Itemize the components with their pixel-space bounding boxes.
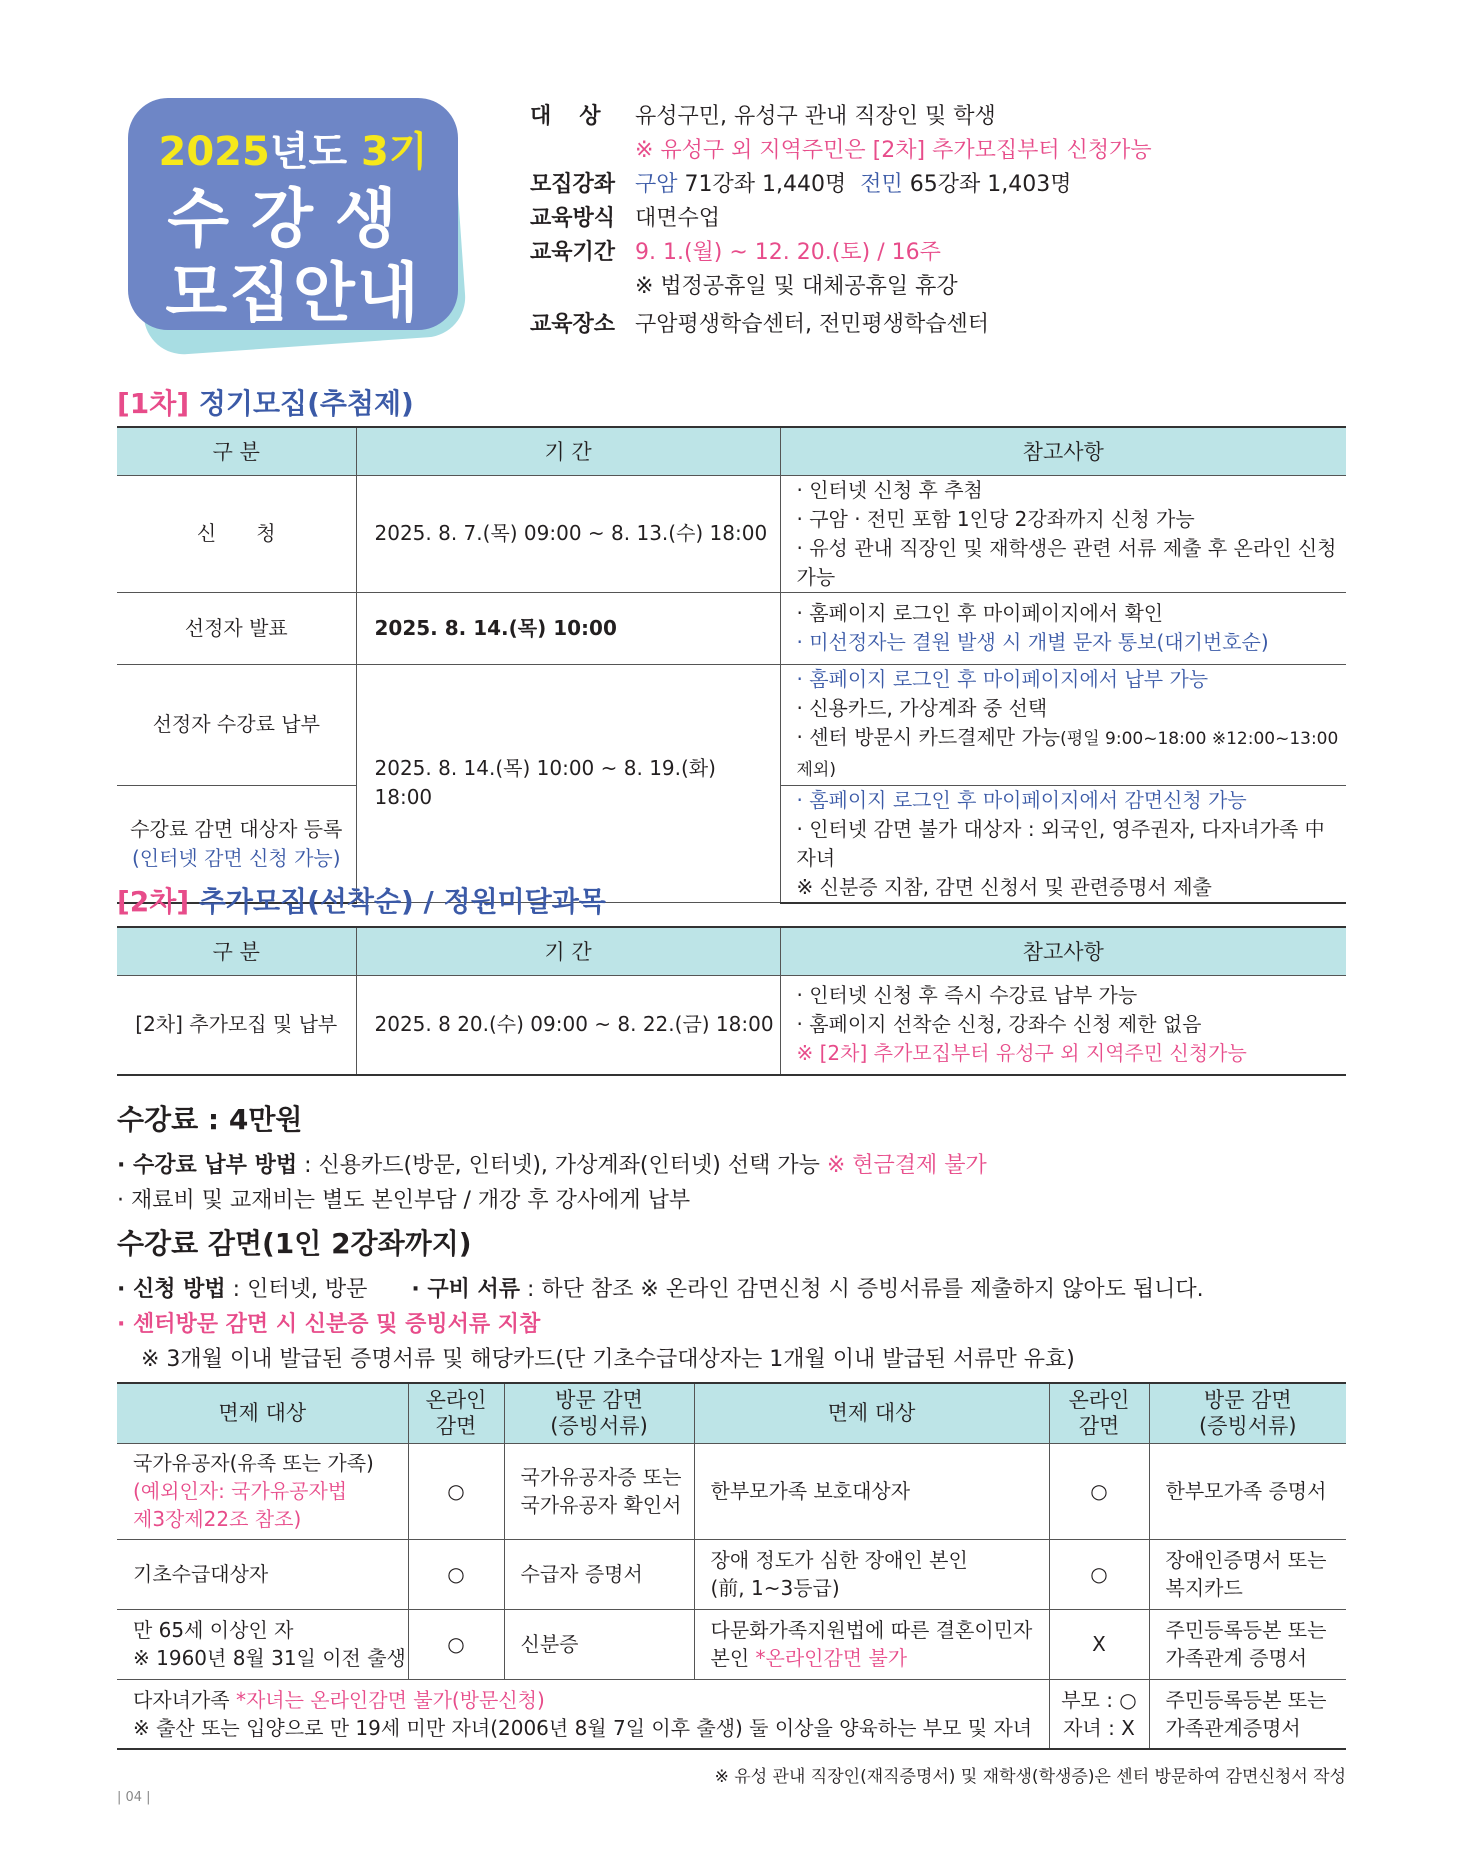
table-row: 신 청 2025. 8. 7.(목) 09:00 ~ 8. 13.(수) 18:00 · 인터넷 신청 후 추첨 · 구암 · 전민 포함 1인당 2강좌까지 신청 가능 · 유성 관내 직장인 및 재학생은 관련 서류 제출 후 온라인 신청 가능 bbox=[117, 475, 1346, 592]
title-badge bbox=[128, 98, 458, 330]
method-label: 교육방식 bbox=[530, 206, 616, 231]
target-note: ※ 유성구 외 지역주민은 [2차] 추가모집부터 신청가능 bbox=[635, 138, 1152, 163]
footnote: ※ 유성 관내 직장인(재직증명서) 및 재학생(학생증)은 센터 방문하여 감면신청서 작성 bbox=[714, 1767, 1346, 1787]
badge-line1: 수강생 bbox=[167, 183, 419, 257]
badge-year: 2025년도 3기 bbox=[158, 129, 428, 175]
section2-table: 구 분 기 간 참고사항 [2차] 추가모집 및 납부 2025. 8 20.(수) 09:00 ~ 8. 22.(금) 18:00 · 인터넷 신청 후 즉시 수강료 납부 가능 · 홈페이지 선착순 신청, 강좌수 신청 제한 없음 ※ [2차] 추가모집부터 유성구 외 지역주민 신청가능 bbox=[117, 926, 1346, 1076]
place-value: 구암평생학습센터, 전민평생학습센터 bbox=[635, 312, 990, 337]
fee-section: 수강료 : 4만원 · 수강료 납부 방법 : 신용카드(방문, 인터넷), 가상계좌(인터넷) 선택 가능 ※ 현금결제 불가 · 재료비 및 교재비는 별도 본인부담 / 개강 후 강사에게 납부 bbox=[117, 1098, 1357, 1218]
table-row: 수강료 감면 대상자 등록 (인터넷 감면 신청 가능) · 홈페이지 로그인 후 마이페이지에서 감면신청 가능 · 인터넷 감면 불가 대상자 : 외국인, 영주권자, 다자녀가족 中 자녀 ※ 신분증 지참, 감면 신청서 및 관련증명서 제출 bbox=[117, 785, 1346, 903]
discount-title: 수강료 감면(1인 2강좌까지) bbox=[117, 1227, 472, 1260]
courses-label: 모집강좌 bbox=[530, 172, 616, 197]
table-row: [2차] 추가모집 및 납부 2025. 8 20.(수) 09:00 ~ 8. 22.(금) 18:00 · 인터넷 신청 후 즉시 수강료 납부 가능 · 홈페이지 선착순 신청, 강좌수 신청 제한 없음 ※ [2차] 추가모집부터 유성구 외 지역주민 신청가능 bbox=[117, 975, 1346, 1075]
table-row: 다자녀가족 *자녀는 온라인감면 불가(방문신청) ※ 출산 또는 입양으로 만 19세 미만 자녀(2006년 8월 7일 이후 출생) 둘 이상을 양육하는 부모 및 자녀 부모 : ○ 자녀 : X 주민등록등본 또는 가족관계증명서 bbox=[117, 1679, 1346, 1749]
period-label: 교육기간 bbox=[530, 240, 616, 265]
target-value: 유성구민, 유성구 관내 직장인 및 학생 bbox=[635, 104, 996, 129]
table-row: 국가유공자(유족 또는 가족) (예외인자: 국가유공자법 제3장제22조 참조) ○ 국가유공자증 또는 국가유공자 확인서 한부모가족 보호대상자 ○ 한부모가족 증명서 bbox=[117, 1443, 1346, 1539]
table-row: 선정자 발표 2025. 8. 14.(목) 10:00 · 홈페이지 로그인 후 마이페이지에서 확인 · 미선정자는 결원 발생 시 개별 문자 통보(대기번호순) bbox=[117, 592, 1346, 664]
page-number: | 04 | bbox=[117, 1790, 151, 1805]
table-row: 선정자 수강료 납부 2025. 8. 14.(목) 10:00 ~ 8. 19.(화) 18:00 · 홈페이지 로그인 후 마이페이지에서 납부 가능 · 신용카드, 가상계좌 중 선택 · 센터 방문시 카드결제만 가능(평일 9:00~18:00 ※12:00~13:00 제외) bbox=[117, 664, 1346, 785]
period-value: 9. 1.(월) ~ 12. 20.(토) / 16주 bbox=[635, 240, 941, 265]
section1-table: 구 분 기 간 참고사항 신 청 2025. 8. 7.(목) 09:00 ~ 8. 13.(수) 18:00 · 인터넷 신청 후 추첨 · 구암 · 전민 포함 1인당 2강좌까지 신청 가능 · 유성 관내 직장인 및 재학생은 관련 서류 제출 후 온라인 신청 가능 선정자 발표 2025. 8. 14.(목) 10:00 · 홈페이지 로그인 후 마이페이지에서 확인 · 미선정자는 결원 발생 시 개별 문자 통보(대기번호순) 선정자 수강료 납부 2025. 8. 14.(목) 10:00 ~ 8. 19.(화) 18:00 · 홈페이지 로그인 후 마이페이지에서 납부 가능 · 신용카드, 가상계좌 중 선택 · 센터 방문시 카드결제만 가능(평일 9:00~18:00 ※12:00~13:00 제외) 수강료 감면 대상자 등록 (인터넷 감면 신청 가능) · 홈페이지 로그인 후 마이페이지에서 감면신청 가능 · 인터넷 감면 불가 대상자 : 외국인, 영주권자, 다자녀가족 中 자녀 ※ 신분증 지참, 감면 신청서 및 관련증명서 제출 bbox=[117, 426, 1346, 904]
fee-title: 수강료 : 4만원 bbox=[117, 1103, 303, 1136]
table-row: 기초수급대상자 ○ 수급자 증명서 장애 정도가 심한 장애인 본인 (前, 1~3등급) ○ 장애인증명서 또는 복지카드 bbox=[117, 1539, 1346, 1609]
target-label: 대상 bbox=[530, 104, 629, 129]
method-value: 대면수업 bbox=[635, 206, 721, 231]
table-row: 만 65세 이상인 자 ※ 1960년 8월 31일 이전 출생 ○ 신분증 다문화가족지원법에 따른 결혼이민자 본인 *온라인감면 불가 X 주민등록등본 또는 가족관계 증명서 bbox=[117, 1609, 1346, 1679]
section1-heading: [1차] 정기모집(추첨제) bbox=[117, 387, 414, 420]
place-label: 교육장소 bbox=[530, 312, 616, 337]
discount-section: 수강료 감면(1인 2강좌까지) · 신청 방법 : 인터넷, 방문 · 구비 서류 : 하단 참조 ※ 온라인 감면신청 시 증빙서류를 제출하지 않아도 됩니다. · 센터방문 감면 시 신분증 및 증빙서류 지참 ※ 3개월 이내 발급된 증명서류 및 해당카드(단 기초수급대상자는 1개월 이내 발급된 서류만 유효) bbox=[117, 1222, 1357, 1377]
section2-heading: [2차] 추가모집(선착순) / 정원미달과목 bbox=[117, 885, 606, 918]
exemption-table: 면제 대상 온라인 감면 방문 감면 (증빙서류) 면제 대상 온라인 감면 방문 감면 (증빙서류) 국가유공자(유족 또는 가족) (예외인자: 국가유공자법 제3장제22조 참조) ○ 국가유공자증 또는 국가유공자 확인서 한부모가족 보호대상자 ○ 한부모가족 증명서 기초수급대상자 ○ 수급자 증명서 장애 정도가 심한 장애인 본인 (前, 1~3등급) ○ 장애인증명서 또는 복지카드 만 65세 이상인 자 ※ 1960년 8월 31일 이전 출생 ○ 신분증 다문화가족지원법에 따른 결혼이민자 본인 *온라인감면 불가 X 주민등록등본 또는 가족관계 증명서 다자녀가족 *자녀는 온라인감면 불가(방문신청) ※ 출산 또는 입양으로 만 19세 미만 자녀(2006년 8월 7일 이후 출생) 둘 이상을 양육하는 부모 및 자녀 부모 : ○ 자녀 : X 주민등록등본 또는 가족관계증명서 bbox=[117, 1382, 1346, 1750]
info-block: 대상 유성구민, 유성구 관내 직장인 및 학생 ※ 유성구 외 지역주민은 [2차] 추가모집부터 신청가능 모집강좌 구암 71강좌 1,440명 전민 65강좌 1,403명 교육방식 대면수업 교육기간 9. 1.(월) ~ 12. 20.(토) / 16주 ※ 법정공휴일 및 대체공휴일 휴강 교육장소 구암평생학습센터, 전민평생학습센터 bbox=[530, 100, 1430, 342]
period-note: ※ 법정공휴일 및 대체공휴일 휴강 bbox=[635, 274, 958, 299]
badge-line2: 모집안내 bbox=[165, 257, 421, 331]
